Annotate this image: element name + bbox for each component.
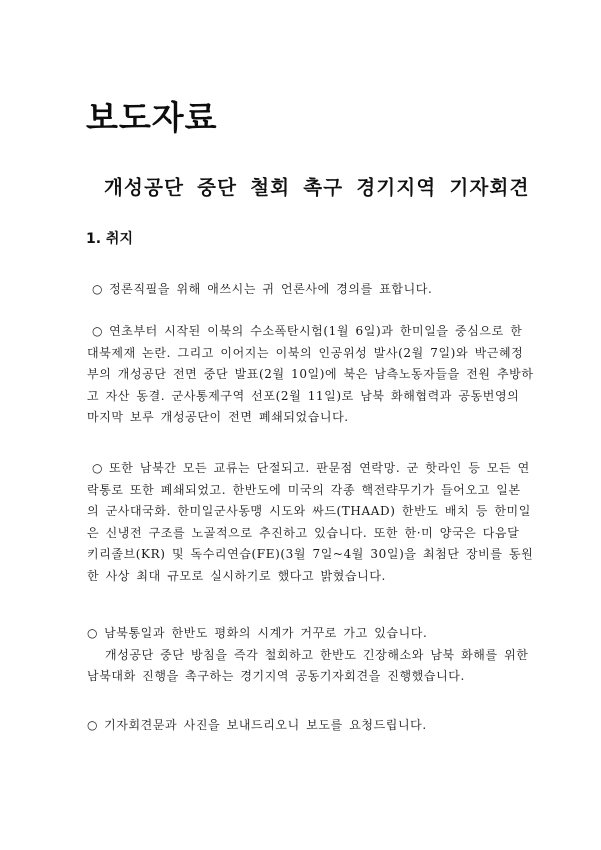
paragraph-request	[87, 715, 516, 737]
paragraph-line: 고 자산 동결. 군사통제구역 선포(2월 11일)로 남북 화해협력과 공동번영의	[87, 388, 520, 403]
paragraph-line: 키리졸브(KR) 및 독수리연습(FE)(3월 7일~4월 30일)을 최첨단 장비를 동원	[87, 547, 534, 562]
paragraph-line: 락통로 또한 폐쇄되었고. 한반도에 미국의 각종 핵전략무기가 들어오고 일본	[87, 482, 521, 497]
section-heading-purpose: 1. 취지	[86, 231, 133, 247]
line-text: 남북통일과 한반도 평화의 시계가 거꾸로 가고 있습니다.	[104, 626, 428, 640]
circle-bullet-icon: ○	[92, 461, 104, 475]
line-text: 또한 남북간 모든 교류는 단절되고. 판문점 연락망. 군 핫라인 등 모든 연	[109, 461, 530, 475]
paragraph-line: 대북제재 논란. 그리고 이어지는 이북의 인공위성 발사(2월 7일)와 박근혜정	[87, 345, 524, 360]
paragraph-line	[87, 279, 516, 301]
paragraph-line	[87, 715, 516, 737]
circle-bullet-icon: ○	[87, 718, 99, 732]
paragraph-line: 마지막 보루 개성공단이 전면 폐쇄되었습니다.	[87, 410, 349, 425]
paragraph-line: 한 사상 최대 규모로 실시하기로 했다고 밝혔습니다.	[87, 568, 386, 583]
paragraph-press-conference	[87, 623, 529, 688]
circle-bullet-icon: ○	[92, 282, 104, 296]
paragraph-line: 의 군사대국화. 한미일군사동맹 시도와 싸드(THAAD) 한반도 배치 등 한미일	[87, 504, 531, 519]
paragraph-line	[87, 458, 530, 480]
circle-bullet-icon: ○	[87, 626, 99, 640]
line-text: 연초부터 시작된 이북의 수소폭탄시험(1월 6일)과 한미일을 중심으로 한	[109, 324, 523, 338]
paragraph-line: 남북대화 진행을 촉구하는 경기지역 공동기자회견을 진행했습니다.	[87, 669, 465, 684]
paragraph-line: 은 신냉전 구조를 노골적으로 추진하고 있습니다. 또한 한·미 양국은 다음달	[87, 525, 520, 540]
paragraph-line: 개성공단 중단 방침을 즉각 철회하고 한반도 긴장해소와 남북 화해를 위한	[105, 647, 529, 662]
paragraph-line	[87, 623, 516, 645]
document-title: 보도자료	[86, 98, 218, 137]
document-subtitle: 개성공단 중단 철회 촉구 경기지역 기자회견	[104, 176, 530, 199]
paragraph-situation	[87, 458, 534, 588]
paragraph-background	[87, 321, 534, 429]
line-text: 기자회견문과 사진을 보내드리오니 보도를 요청드립니다.	[104, 718, 427, 732]
paragraph-greeting	[87, 279, 516, 301]
circle-bullet-icon: ○	[92, 324, 104, 338]
paragraph-line	[87, 321, 523, 343]
paragraph-line: 부의 개성공단 전면 중단 발표(2월 10일)에 북은 남측노동자들을 전원 추방하	[87, 367, 534, 382]
line-text: 정론직필을 위해 애쓰시는 귀 언론사에 경의를 표합니다.	[109, 282, 433, 296]
